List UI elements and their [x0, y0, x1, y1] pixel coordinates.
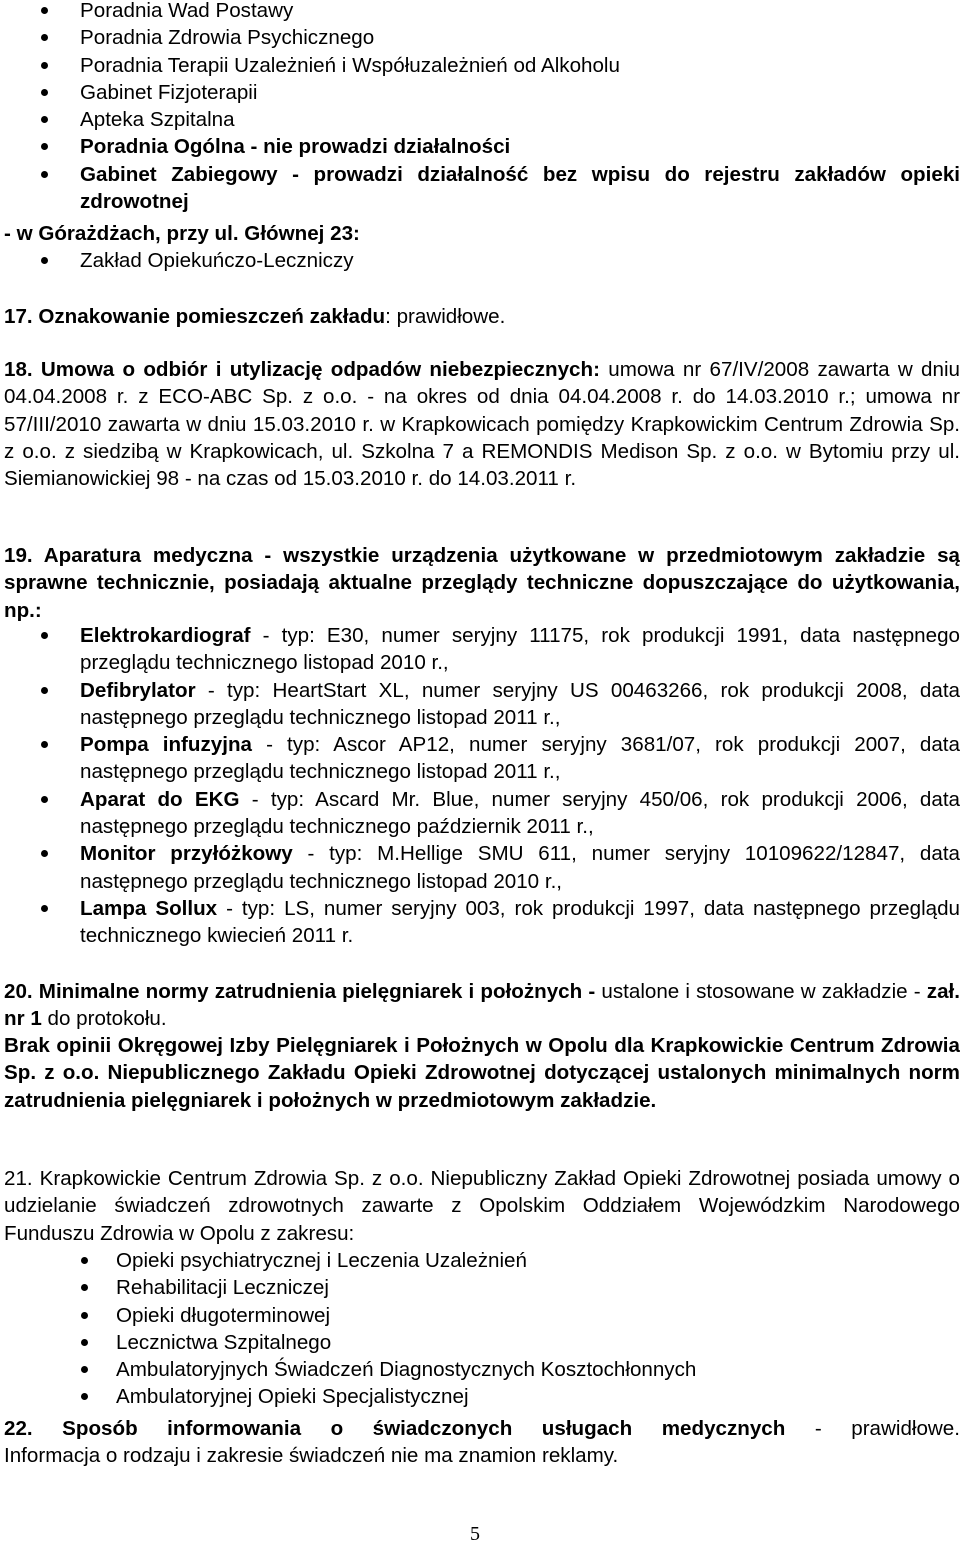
list-item-text: Lecznictwa Szpitalnego — [116, 1330, 332, 1354]
page-number: 5 — [470, 1523, 480, 1545]
list-item-text: Poradnia Zdrowia Psychicznego — [80, 26, 375, 50]
list-item — [4, 1247, 960, 1274]
device-name: Elektrokardiograf — [80, 624, 251, 647]
section-17-value: : prawidłowe. — [385, 305, 506, 328]
goradze-heading: - w Górażdżach, przy ul. Głównej 23: — [4, 222, 360, 245]
list-item-text: Ambulatoryjnych Świadczeń Diagnostycznych Kosztochłonnych — [116, 1358, 697, 1382]
device-item — [4, 786, 960, 841]
list-item — [4, 1274, 960, 1301]
list-item-text: Opieki psychiatrycznej i Leczenia Uzależnień — [116, 1249, 527, 1272]
list-item-text: Ambulatoryjnej Opieki Specjalistycznej — [116, 1385, 469, 1409]
section-20-opinion: Brak opinii Okręgowej Izby Pielęgniarek i Położnych w Opolu dla Krapkowickie Centrum Zdrowia Sp. z o.o. Niepublicznego Zakładu Opieki Zdrowotnej dotyczącej ustalonych minimalnych norm zatrudnienia pielęgniarek i położnych w przedmiotowym zakładzie. — [4, 1034, 960, 1112]
section-18-text: umowa nr 67/IV/2008 zawarta w dniu 04.04.2008 r. z ECO-ABC Sp. z o.o. - na okres od dnia 04.04.2008 r. do 14.03.2010 r.; umowa nr 57/III/2010 zawarta w dniu 15.03.2010 r. w Krapkowicach pomiędzy Krapkowickim Centrum Zdrowia Sp. z o.o. z siedzibą w Krapkowicach, ul. Szkolna 7 a REMONDIS Medison Sp. z o.o. w Bytomiu przy ul. Siemianowickiej 98 - na czas od 15.03.2010 r. do 14.03.2011 r. — [4, 358, 960, 491]
device-item — [4, 895, 960, 950]
device-text: - typ: HeartStart XL, numer seryjny US 00463266, rok produkcji 2008, data następnego przeglądu technicznego listopad 2011 r., — [80, 678, 960, 729]
section-22-value: - prawidłowe. — [785, 1417, 960, 1440]
device-text: - typ: LS, numer seryjny 003, rok produkcji 1997, data następnego przeglądu technicznego kwiecień 2011 r. — [80, 896, 960, 948]
device-item — [4, 731, 960, 786]
device-item — [4, 840, 960, 895]
list-item-text: Rehabilitacji Leczniczej — [116, 1276, 329, 1300]
clinic-list-block — [4, 0, 960, 215]
list-item-text: Poradnia Ogólna - nie prowadzi działalności — [80, 135, 511, 159]
list-item — [4, 79, 960, 106]
nfz-scope-list-block — [4, 1247, 960, 1411]
section-22 — [4, 1415, 960, 1442]
list-item — [4, 247, 960, 274]
section-20-label: 20. Minimalne normy zatrudnienia pielęgniarek i położnych - — [4, 980, 596, 1003]
section-20-text1: ustalone i stosowane w zakładzie - — [595, 980, 927, 1003]
section-20-text2: do protokołu. — [41, 1007, 167, 1031]
list-item — [4, 161, 960, 216]
device-text: - typ: M.Hellige SMU 611, numer seryjny 10109622/12847, data następnego przeglądu technicznego listopad 2010 r., — [80, 842, 960, 893]
list-item — [4, 1383, 960, 1410]
section-22-label: 22. Sposób informowania o świadczonych usługach medycznych — [4, 1417, 786, 1440]
section-22-line2: Informacja o rodzaju i zakresie świadczeń nie ma znamion reklamy. — [4, 1444, 619, 1467]
device-item — [4, 677, 960, 732]
device-name: Aparat do EKG — [80, 787, 240, 811]
device-list-block — [4, 622, 960, 950]
device-text: - typ: E30, numer seryjny 11175, rok produkcji 1991, data następnego przeglądu technicznego listopad 2010 r., — [80, 624, 960, 675]
device-name: Defibrylator — [80, 678, 196, 702]
section-17 — [4, 303, 960, 330]
list-item — [4, 52, 960, 79]
section-21: 21. Krapkowickie Centrum Zdrowia Sp. z o.o. Niepubliczny Zakład Opieki Zdrowotnej posiada umowy o udzielanie świadczeń zdrowotnych zawarte z Opolskim Oddziałem Wojewódzkim Narodowego Funduszu Zdrowia w Opolu z zakresu: — [4, 1167, 960, 1245]
device-name: Lampa Sollux — [80, 896, 218, 920]
list-item-text: Zakład Opiekuńczo-Leczniczy — [80, 249, 354, 273]
attachment-ref: zał. nr 1 — [4, 980, 960, 1031]
list-item — [4, 106, 960, 133]
list-item — [4, 24, 960, 51]
section-18-label: 18. Umowa o odbiór i utylizację odpadów niebezpiecznych: — [4, 358, 600, 381]
list-item — [4, 1356, 960, 1383]
list-item-text: Gabinet Fizjoterapii — [80, 80, 258, 104]
list-item-text: Poradnia Terapii Uzależnień i Współuzależnień od Alkoholu — [80, 53, 620, 77]
list-item-text: Apteka Szpitalna — [80, 108, 235, 132]
list-item-text: Opieki długoterminowej — [116, 1303, 331, 1327]
list-item — [4, 0, 960, 24]
device-text: - typ: Ascor AP12, numer seryjny 3681/07, rok produkcji 2007, data następnego przeglądu technicznego listopad 2011 r., — [80, 733, 960, 784]
device-item — [4, 622, 960, 677]
device-text: - typ: Ascard Mr. Blue, numer seryjny 450/06, rok produkcji 2006, data następnego przeglądu technicznego październik 2011 r., — [80, 787, 960, 839]
section-19-intro: 19. Aparatura medyczna - wszystkie urządzenia użytkowane w przedmiotowym zakładzie są sprawne technicznie, posiadają aktualne przeglądy techniczne dopuszczające do użytkowania, np.: — [4, 544, 960, 622]
list-item — [4, 1302, 960, 1329]
list-item — [4, 133, 960, 160]
section-17-label: 17. Oznakowanie pomieszczeń zakładu — [4, 305, 386, 328]
device-name: Monitor przyłóżkowy — [80, 842, 293, 866]
list-item-text: Poradnia Wad Postawy — [80, 0, 294, 22]
list-item-text: Gabinet Zabiegowy - prowadzi działalność bez wpisu do rejestru zakładów opieki zdrowotnej — [80, 162, 960, 214]
list-item — [4, 1329, 960, 1356]
section-20 — [4, 978, 960, 1033]
goradze-block — [4, 220, 960, 275]
device-name: Pompa infuzyjna — [80, 733, 252, 757]
section-18 — [4, 356, 960, 492]
